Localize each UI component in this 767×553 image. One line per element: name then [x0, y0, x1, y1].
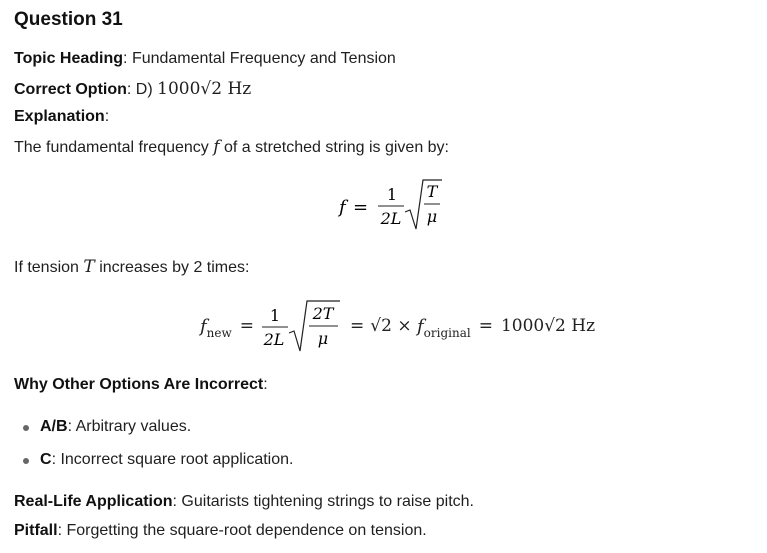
formula2-mid-var: f — [416, 315, 424, 337]
formula2-equals-3: = — [478, 316, 493, 336]
pitfall-label: Pitfall — [14, 522, 58, 539]
pitfall-text: Forgetting the square-root dependence on tension. — [66, 522, 427, 539]
topic-value: Fundamental Frequency and Tension — [131, 50, 396, 67]
formula1-equals: = — [353, 197, 369, 218]
correct-option-value: 1000√2 Hz — [157, 79, 252, 99]
formula2-lhs-var: f — [200, 315, 207, 337]
formula1-root-den: μ — [426, 207, 438, 226]
why-incorrect-heading: Why Other Options Are Incorrect: — [14, 376, 268, 393]
question-title: Question 31 — [14, 9, 123, 30]
formula1-root-num: T — [426, 182, 438, 201]
formula2-result: 1000√2 Hz — [500, 316, 596, 336]
list-item-text: Arbitrary values. — [75, 418, 192, 435]
topic-label: Topic Heading — [14, 50, 124, 67]
list-item: C: Incorrect square root application. — [40, 451, 294, 468]
explanation-label: Explanation — [14, 108, 105, 125]
formula2-fraction-root — [262, 298, 344, 354]
formula2-mid-term — [416, 315, 471, 340]
list-item: A/B: Arbitrary values. — [40, 418, 192, 435]
real-life-line: Real-Life Application: Guitarists tightening strings to raise pitch. — [14, 493, 474, 510]
explanation-heading: Explanation: — [14, 108, 110, 125]
real-life-label: Real-Life Application — [14, 493, 173, 510]
pitfall-line: Pitfall: Forgetting the square-root dependence on tension. — [14, 522, 427, 539]
bullet-icon — [23, 425, 29, 431]
list-item-key: C — [40, 451, 52, 468]
intro-text-post: of a stretched string is given by: — [224, 139, 449, 156]
formula2-equals-2: = — [350, 316, 365, 336]
real-life-text: Guitarists tightening strings to raise pitch. — [181, 493, 474, 510]
formula-new-frequency — [200, 296, 595, 356]
intro-text-pre: The fundamental frequency — [14, 139, 209, 156]
formula1-lhs: f — [339, 197, 346, 218]
formula2-root-num: 2T — [312, 304, 334, 323]
formula2-den: 2L — [263, 330, 285, 349]
list-item-text: Incorrect square root application. — [60, 451, 294, 468]
formula2-equals-1: = — [239, 316, 255, 336]
topic-line: Topic Heading: Fundamental Frequency and Tension — [14, 50, 396, 67]
formula2-lhs — [200, 315, 232, 340]
formula2-num: 1 — [269, 306, 281, 325]
formula2-mid: √2 × — [370, 316, 417, 336]
tension-var-t: T — [83, 257, 95, 277]
tension-text-pre: If tension — [14, 259, 79, 276]
correct-option-label: Correct Option — [14, 81, 127, 98]
formula1-den: 2L — [380, 209, 402, 228]
tension-text-post: increases by 2 times: — [99, 259, 250, 276]
why-incorrect-label: Why Other Options Are Incorrect — [14, 376, 264, 393]
formula1-num: 1 — [386, 185, 398, 204]
correct-option-line: Correct Option: D) 1000√2 Hz — [14, 79, 252, 99]
bullet-icon — [23, 458, 29, 464]
formula2-mid-sub: original — [423, 325, 471, 340]
intro-var-f: f — [213, 137, 220, 157]
formula-fundamental-frequency — [336, 178, 456, 234]
list-item-key: A/B — [40, 418, 68, 435]
correct-option-prefix: D) — [135, 81, 153, 98]
formula2-root-den: μ — [317, 329, 329, 348]
tension-line — [14, 257, 249, 277]
explanation-intro — [14, 137, 449, 157]
formula2-lhs-sub: new — [206, 325, 232, 340]
